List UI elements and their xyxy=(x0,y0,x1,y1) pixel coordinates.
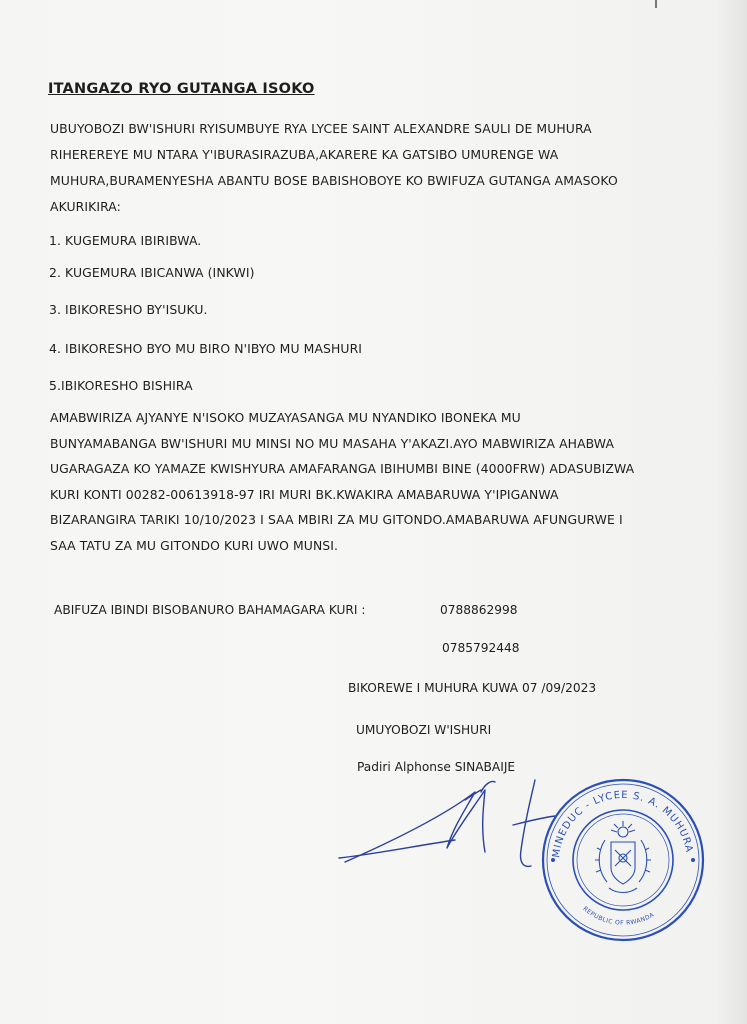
signatory-title: UMUYOBOZI W'ISHURI xyxy=(356,723,492,737)
page-corner-mark xyxy=(655,0,657,8)
intro-paragraph xyxy=(50,116,720,220)
intro-line: UBUYOBOZI BW'ISHURI RYISUMBUYE RYA LYCEE SAINT ALEXANDRE SAULI DE MUHURA xyxy=(50,121,592,136)
intro-line: AKURIKIRA: xyxy=(50,199,121,214)
phone-number: 0788862998 xyxy=(440,603,518,617)
stamp-text-bottom: REPUBLIC OF RWANDA xyxy=(581,905,656,927)
conditions-line: KURI KONTI 00282-00613918-97 IRI MURI BK.KWAKIRA AMABARUWA Y'IPIGANWA xyxy=(50,486,559,502)
conditions-line: UGARAGAZA KO YAMAZE KWISHYURA AMAFARANGA IBIHUMBI BINE (4000FRW) ADASUBIZWA xyxy=(50,461,635,476)
coat-of-arms-icon xyxy=(595,821,651,893)
contact-label: ABIFUZA IBINDI BISOBANURO BAHAMAGARA KURI : xyxy=(54,603,366,617)
list-item: 5.IBIKORESHO BISHIRA xyxy=(49,378,193,393)
page-edge-shadow xyxy=(717,0,747,1024)
official-stamp xyxy=(535,770,710,945)
phone-number: 0785792448 xyxy=(442,641,520,655)
conditions-line: SAA TATU ZA MU GITONDO KURI UWO MUNSI. xyxy=(50,537,339,553)
intro-line: RIHEREREYE MU NTARA Y'IBURASIRAZUBA,AKARERE KA GATSIBO UMURENGE WA xyxy=(50,147,559,162)
conditions-line: BIZARANGIRA TARIKI 10/10/2023 I SAA MBIRI ZA MU GITONDO.AMABARUWA AFUNGURWE I xyxy=(50,512,623,527)
place-date: BIKOREWE I MUHURA KUWA 07 /09/2023 xyxy=(348,681,597,695)
conditions-paragraph xyxy=(50,405,720,558)
intro-line: MUHURA,BURAMENYESHA ABANTU BOSE BABISHOBOYE KO BWIFUZA GUTANGA AMASOKO xyxy=(50,173,618,188)
document-title: ITANGAZO RYO GUTANGA ISOKO xyxy=(48,81,315,97)
conditions-line: AMABWIRIZA AJYANYE N'ISOKO MUZAYASANGA MU NYANDIKO IBONEKA MU xyxy=(50,410,521,425)
list-item: 3. IBIKORESHO BY'ISUKU. xyxy=(49,302,208,317)
handwritten-signature xyxy=(335,770,565,875)
list-item: 2. KUGEMURA IBICANWA (INKWI) xyxy=(49,265,255,280)
conditions-line: BUNYAMABANGA BW'ISHURI MU MINSI NO MU MASAHA Y'AKAZI.AYO MABWIRIZA AHABWA xyxy=(50,435,615,451)
svg-text:REPUBLIC OF RWANDA xyxy=(581,905,655,926)
stamp-text-top: MINEDUC - LYCEE S. A. MUHURA xyxy=(551,789,695,859)
signatory-name: Padiri Alphonse SINABAIJE xyxy=(357,760,516,774)
list-item: 4. IBIKORESHO BYO MU BIRO N'IBYO MU MASHURI xyxy=(49,341,363,356)
list-item: 1. KUGEMURA IBIRIBWA. xyxy=(49,233,202,248)
